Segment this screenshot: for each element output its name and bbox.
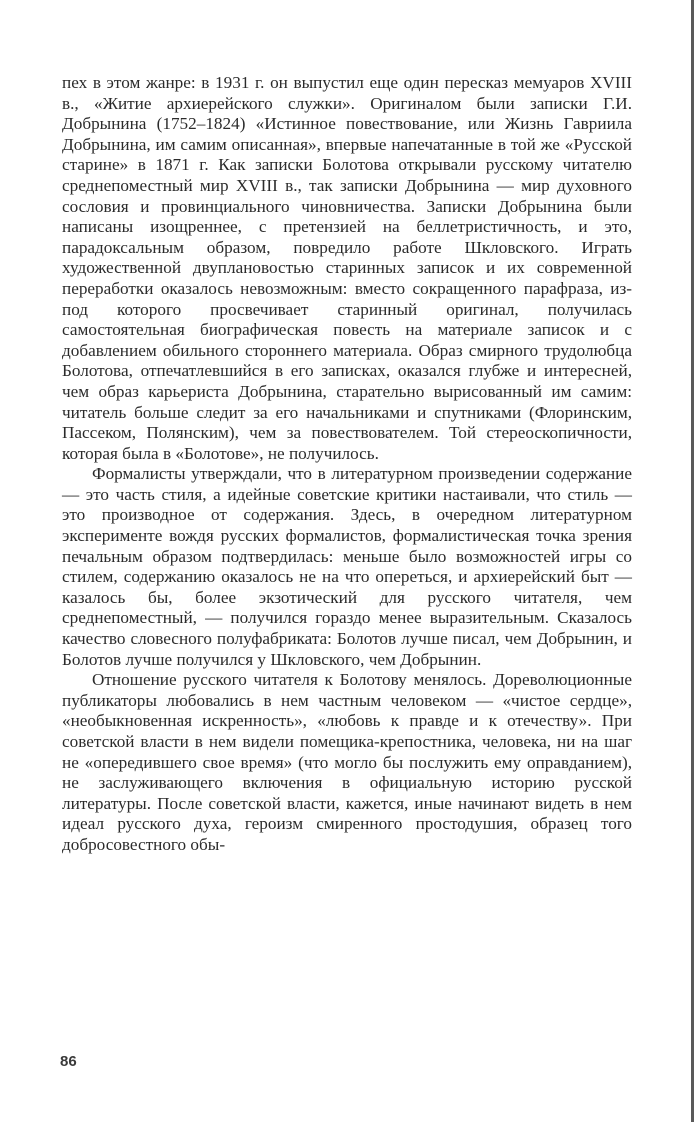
paragraph-3: Отношение русского читателя к Болотову менялось. Дореволюционные публикаторы любовались в нем частным человеком — «чистое сердце», «необыкновенная искренность», «любовь к правде и к отечеству». При советской власти в нем видели помещика-крепостника, человека, ни на шаг не «опередившего свое время» (что могло бы послужить ему оправданием), не заслуживающего включения в официальную историю русской литературы. После советской власти, кажется, иные начинают видеть в нем идеал русского духа, героизм смиренного простодушия, образец того добросовестного обы- — [62, 670, 632, 854]
page-number: 86 — [60, 1053, 77, 1070]
paragraph-2: Формалисты утверждали, что в литературном произведении содержание — это часть стиля, а идейные советские критики настаивали, что стиль — это производное от содержания. Здесь, в очередном литературном эксперименте вождя русских формалистов, формалистическая точка зрения печальным образом подтвердилась: меньше было возможностей игры со стилем, содержанию оказалось не на что опереться, и архиерейский быт — казалось бы, более экзотический для русского читателя, чем среднепоместный, — получился гораздо менее выразительным. Сказалось качество словесного полуфабриката: Болотов лучше писал, чем Добрынин, и Болотов лучше получился у Шкловского, чем Добрынин. — [62, 464, 632, 669]
body-text — [62, 73, 632, 856]
paragraph-1: пех в этом жанре: в 1931 г. он выпустил еще один пересказ мемуаров XVIII в., «Житие архиерейского служки». Оригиналом были записки Г.И. Добрынина (1752–1824) «Истинное повествование, или Жизнь Гавриила Добрынина, им самим описанная», впервые напечатанные в той же «Русской старине» в 1871 г. Как записки Болотова открывали русскому читателю среднепоместный мир XVIII в., так записки Добрынина — мир духовного сословия и провинциального чиновничества. Записки Добрынина были написаны изощреннее, с претензией на беллетристичность, и это, парадоксальным образом, повредило работе Шкловского. Играть художественной двуплановостью старинных записок и их современной переработки оказалось невозможным: вместо сокращенного парафраза, из-под которого просвечивает старинный оригинал, получилась самостоятельная биографическая повесть на материале записок и с добавлением обильного стороннего материала. Образ смирного трудолюбца Болотова, отпечатлевшийся в его записках, оказался глубже и интересней, чем образ карьериста Добрынина, старательно вырисованный им самим: читатель больше следит за его начальниками и спутниками (Флоринским, Пассеком, Полянским), чем за повествователем. Той стереоскопичности, которая была в «Болотове», не получилось. — [62, 73, 632, 463]
